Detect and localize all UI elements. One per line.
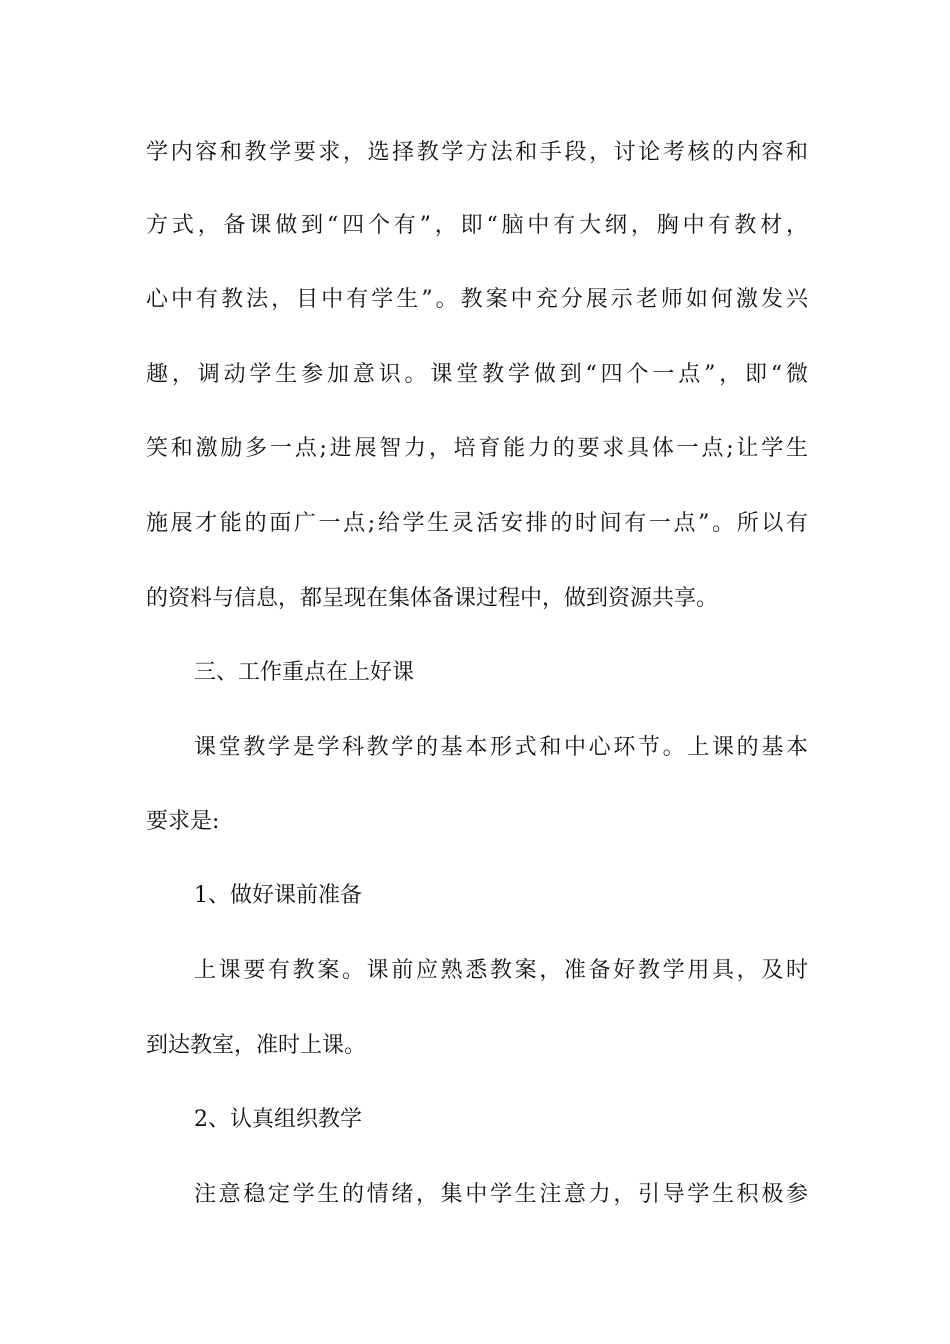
text-line: 笑和激励多一点;进展智力，培育能力的要求具体一点;让学生 xyxy=(146,436,808,461)
text-line: 注意稳定学生的情绪，集中学生注意力，引导学生积极参 xyxy=(194,1182,808,1207)
text-line: 方式，备课做到“四个有”，即“脑中有大纲，胸中有教材， xyxy=(146,213,808,238)
text-line: 趣，调动学生参加意识。课堂教学做到“四个一点”，即“微 xyxy=(146,362,808,387)
text-line: 学内容和教学要求，选择教学方法和手段，讨论考核的内容和 xyxy=(146,140,808,165)
text-line: 上课要有教案。课前应熟悉教案，准备好教学用具，及时 xyxy=(194,958,808,983)
text-line: 施展才能的面广一点;给学生灵活安排的时间有一点”。所以有 xyxy=(146,511,808,536)
text-line: 心中有教法，目中有学生”。教案中充分展示老师如何激发兴 xyxy=(146,287,808,312)
text-line: 到达教室，准时上课。 xyxy=(146,1033,367,1058)
subsection-heading: 2、认真组织教学 xyxy=(194,1107,362,1132)
subsection-heading: 1、做好课前准备 xyxy=(194,883,362,908)
text-line: 要求是: xyxy=(146,809,220,834)
section-heading: 三、工作重点在上好课 xyxy=(194,660,415,685)
text-line: 课堂教学是学科教学的基本形式和中心环节。上课的基本 xyxy=(194,735,808,760)
text-line: 的资料与信息，都呈现在集体备课过程中，做到资源共享。 xyxy=(146,586,719,611)
